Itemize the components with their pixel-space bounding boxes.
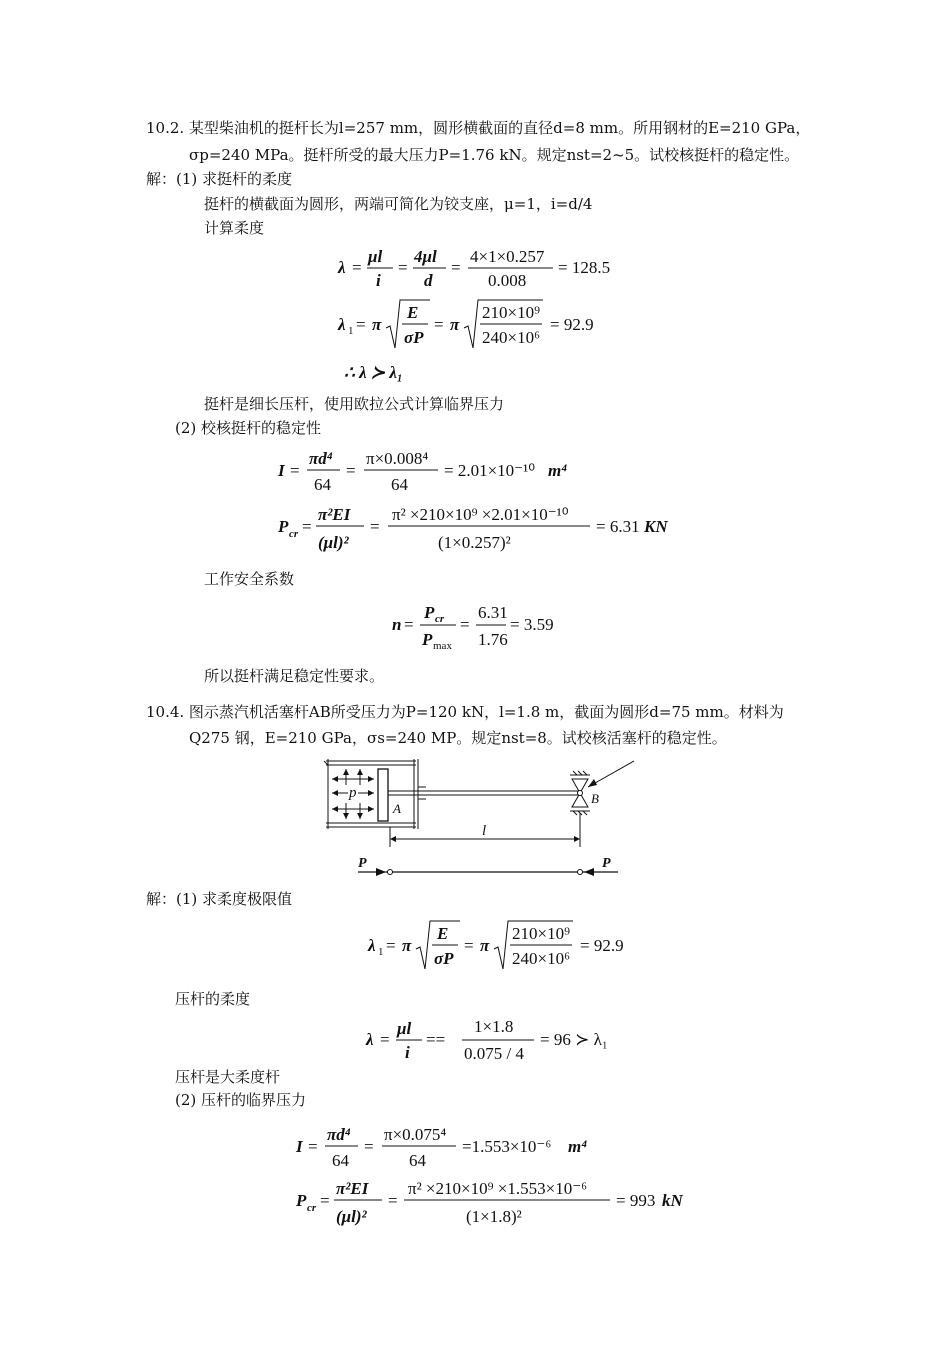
svg-text:λ: λ	[366, 1030, 374, 1049]
svg-text:=: =	[364, 1137, 374, 1156]
eq-frac-num: 6.31	[478, 603, 508, 622]
svg-text:=: =	[464, 936, 474, 955]
problem1-eq-inertia	[278, 442, 598, 502]
problem1-safety-text: 工作安全系数	[204, 570, 295, 588]
svg-text:==: ==	[426, 1030, 446, 1049]
svg-text:1: 1	[348, 325, 354, 337]
problem2-eq-lambda1	[368, 917, 668, 977]
figure-label-B: B	[591, 791, 599, 806]
eq-result: = 6.31	[596, 517, 640, 536]
svg-text:max: max	[433, 640, 452, 652]
svg-text:λ: λ	[368, 936, 376, 955]
svg-text:=: =	[290, 461, 300, 480]
eq-unit: m⁴	[568, 1137, 588, 1156]
eq-frac-den: d	[424, 271, 433, 290]
eq-frac-num: 4×1×0.257	[470, 247, 545, 266]
svg-text:n: n	[392, 615, 402, 634]
svg-text:=: =	[356, 315, 366, 334]
svg-text:cr: cr	[435, 613, 445, 625]
eq-frac-num: 210×10⁹	[512, 924, 571, 943]
svg-text:π: π	[372, 315, 382, 334]
eq-frac-den: 64	[314, 475, 331, 494]
svg-text:=: =	[398, 258, 408, 277]
eq-result: = 128.5	[558, 258, 611, 277]
eq-frac-num: π×0.075⁴	[384, 1125, 447, 1144]
problem1-eq-pcr	[278, 500, 698, 564]
svg-text:=: =	[451, 258, 461, 277]
problem1-statement-line2: σp=240 MPa。挺杆所受的最大压力P=1.76 kN。规定nst=2~5。试校核挺杆的稳定性。	[189, 146, 800, 164]
svg-text:=: =	[308, 1137, 318, 1156]
eq-frac-num: π² ×210×10⁹ ×1.553×10⁻⁶	[408, 1179, 588, 1198]
problem1-support-text: 挺杆的横截面为圆形，两端可简化为铰支座，μ=1，i=d/4	[204, 195, 593, 213]
problem2-eq-inertia	[296, 1118, 616, 1178]
svg-text:P: P	[296, 1191, 307, 1210]
eq-frac-den: 0.075 / 4	[464, 1044, 524, 1063]
problem1-solution-step2: (2) 校核挺杆的稳定性	[175, 419, 322, 437]
svg-text:=: =	[352, 258, 362, 277]
svg-text:=: =	[386, 936, 396, 955]
problem1-eq-lambda1	[338, 296, 638, 356]
problem2-eq-lambda	[366, 1012, 626, 1072]
eq-frac-num: 4μl	[414, 247, 437, 266]
svg-text:P: P	[424, 603, 435, 622]
eq-result: =1.553×10⁻⁶	[462, 1137, 552, 1156]
svg-text:π: π	[402, 936, 412, 955]
svg-text:λ: λ	[338, 315, 346, 334]
eq-result: = 92.9	[550, 315, 594, 334]
eq-frac-num: πd⁴	[327, 1125, 351, 1144]
eq-unit: m⁴	[548, 461, 568, 480]
problem1-solution-step1: 解：(1) 求挺杆的柔度	[146, 170, 293, 188]
eq-result: = 92.9	[580, 936, 624, 955]
eq-result: = 2.01×10⁻¹⁰	[444, 461, 536, 480]
svg-text:cr: cr	[289, 528, 299, 540]
svg-text:=: =	[302, 517, 312, 536]
eq-result: = 993	[616, 1191, 656, 1210]
eq-result: = 96 ≻ λ₁	[540, 1030, 608, 1049]
svg-text:=: =	[346, 461, 356, 480]
eq-frac-den: σP	[434, 949, 454, 968]
eq-frac-den: (μl)²	[318, 533, 349, 552]
problem1-conclusion: 所以挺杆满足稳定性要求。	[204, 667, 385, 685]
svg-text:1: 1	[378, 946, 384, 958]
eq-frac-num: π²EI	[336, 1179, 369, 1198]
piston-rod-figure	[318, 755, 638, 884]
svg-text:=: =	[388, 1191, 398, 1210]
problem2-slender-text: 压杆是大柔度杆	[175, 1068, 281, 1086]
eq-frac-den: 64	[391, 475, 408, 494]
svg-text:π: π	[450, 315, 460, 334]
eq-frac-num: 210×10⁹	[482, 303, 541, 322]
svg-text:∴ λ ≻ λ₁: ∴ λ ≻ λ₁	[344, 363, 403, 382]
eq-unit: KN	[644, 517, 668, 536]
eq-frac-den: i	[376, 271, 381, 290]
eq-frac-den: 240×10⁶	[482, 328, 541, 347]
eq-frac-den: i	[405, 1043, 410, 1062]
figure-label-P-right: P	[602, 856, 611, 871]
eq-frac-num: 1×1.8	[474, 1017, 514, 1036]
eq-frac-num: E	[437, 924, 449, 943]
figure-label-p: p	[349, 785, 357, 801]
svg-text:P: P	[422, 630, 433, 649]
eq-result: = 3.59	[510, 615, 554, 634]
eq-frac-den: (μl)²	[336, 1207, 367, 1226]
problem1-slender-text: 挺杆是细长压杆，使用欧拉公式计算临界压力	[204, 395, 505, 413]
problem1-statement-line1: 10.2. 某型柴油机的挺杆长为l=257 mm，圆形横截面的直径d=8 mm。所用钢材的E=210 GPa，	[146, 119, 811, 137]
figure-label-P-left: P	[358, 856, 367, 871]
problem1-eq-compare	[344, 358, 464, 388]
problem2-eq-pcr	[296, 1174, 716, 1238]
eq-frac-den: 1.76	[478, 630, 508, 649]
svg-text:cr: cr	[307, 1202, 317, 1214]
svg-text:π: π	[480, 936, 490, 955]
eq-frac-num: π²EI	[318, 505, 351, 524]
svg-text:P: P	[278, 517, 289, 536]
eq-frac-den: 64	[409, 1151, 426, 1170]
eq-frac-num: π×0.008⁴	[366, 449, 429, 468]
eq-frac-den: 64	[332, 1151, 349, 1170]
eq-frac-num: E	[407, 303, 419, 322]
eq-frac-num: πd⁴	[309, 449, 333, 468]
svg-text:I: I	[296, 1137, 303, 1156]
eq-frac-den: (1×1.8)²	[466, 1207, 522, 1226]
svg-text:=: =	[370, 517, 380, 536]
problem1-calc-text: 计算柔度	[204, 219, 265, 237]
eq-frac-den: (1×0.257)²	[438, 533, 511, 552]
eq-frac-den: 240×10⁶	[512, 949, 571, 968]
eq-frac-den: σP	[404, 328, 424, 347]
figure-label-l: l	[482, 823, 487, 839]
svg-text:=: =	[404, 615, 414, 634]
problem1-eq-safety	[392, 598, 592, 660]
svg-text:=: =	[320, 1191, 330, 1210]
eq-unit: kN	[662, 1191, 683, 1210]
problem2-solution-step1: 解：(1) 求柔度极限值	[146, 890, 293, 908]
eq-frac-num: μl	[368, 247, 383, 266]
svg-text:=: =	[460, 615, 470, 634]
problem2-solution-step2: (2) 压杆的临界压力	[175, 1091, 307, 1109]
eq-frac-num: μl	[397, 1019, 412, 1038]
eq-frac-den: 0.008	[488, 271, 527, 290]
problem2-statement-line2: Q275 钢，E=210 GPa，σs=240 MP。规定nst=8。试校核活塞杆的稳定性。	[189, 729, 727, 747]
figure-label-A: A	[393, 801, 401, 816]
eq-frac-num: π² ×210×10⁹ ×2.01×10⁻¹⁰	[392, 505, 569, 524]
svg-text:=: =	[434, 315, 444, 334]
svg-text:=: =	[380, 1030, 390, 1049]
problem1-eq-lambda	[338, 240, 638, 300]
problem2-lambda-text: 压杆的柔度	[175, 990, 251, 1008]
svg-text:λ: λ	[338, 258, 346, 277]
problem2-statement-line1: 10.4. 图示蒸汽机活塞杆AB所受压力为P=120 kN，l=1.8 m，截面为圆形d=75 mm。材料为	[146, 703, 784, 721]
svg-text:I: I	[278, 461, 285, 480]
